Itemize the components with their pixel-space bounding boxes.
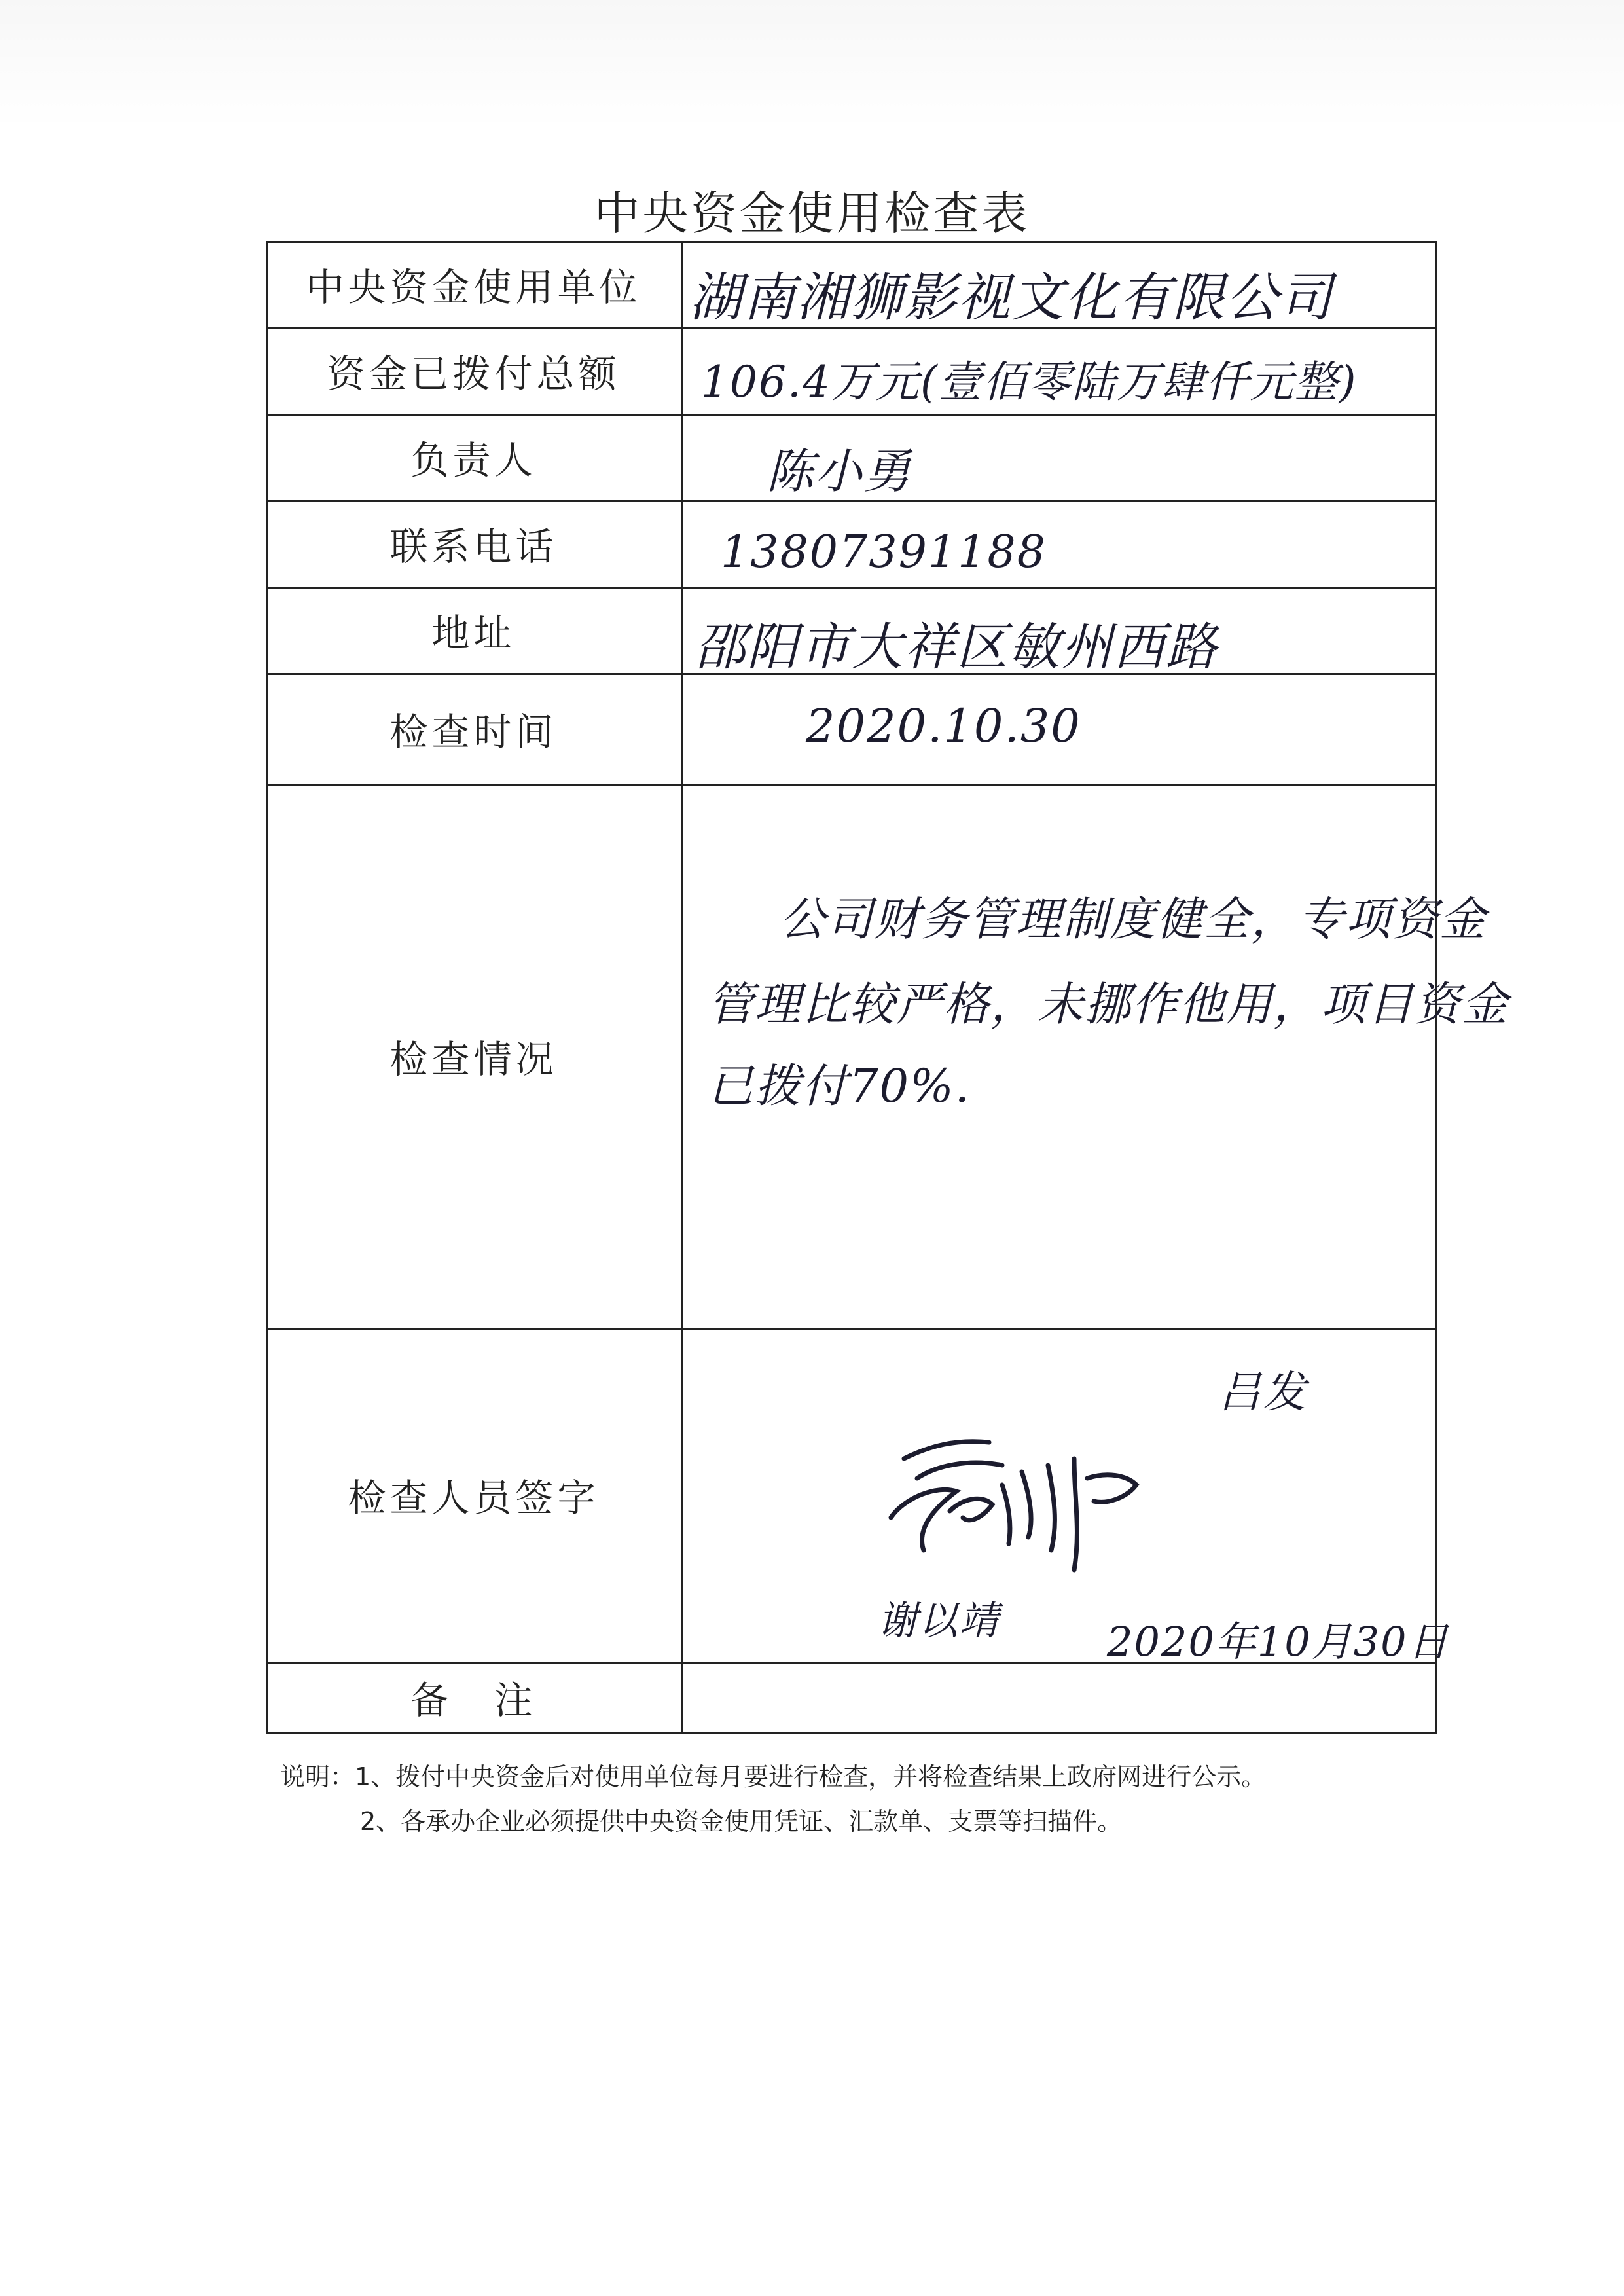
phone-label: 联系电话	[389, 524, 558, 569]
handwritten-signature	[878, 1419, 1179, 1590]
phone-value: 13807391188	[721, 526, 1047, 578]
scan-background	[0, 0, 1624, 131]
signature-value-cell	[681, 1328, 1450, 1666]
address-value: 邵阳市大祥区敏州西路	[695, 618, 1219, 677]
person-label: 负责人	[410, 438, 537, 483]
table-row-phone	[266, 500, 1437, 587]
inspection-date-value-cell	[681, 673, 1437, 784]
person-value-cell	[681, 414, 1437, 500]
unit-value-cell	[681, 241, 1437, 327]
remark-value	[681, 1662, 1437, 1732]
situation-value-cell	[681, 784, 1509, 1328]
amount-value: 106.4万元(壹佰零陆万肆仟元整)	[701, 357, 1358, 407]
inspection-form-table	[266, 241, 1509, 1734]
inspection-date-label: 检查时间	[389, 710, 558, 754]
situation-label: 检查情况	[389, 1037, 558, 1082]
notes-section	[280, 1755, 1458, 1844]
unit-value: 湖南湘狮影视文化有限公司	[689, 267, 1333, 328]
signature-date: 2020年10月30日	[1107, 1618, 1450, 1666]
person-value: 陈小勇	[767, 444, 912, 499]
page-title: 中央资金使用检查表	[594, 187, 1030, 240]
table-row-situation	[266, 784, 1509, 1328]
inspection-date-value: 2020.10.30	[806, 699, 1081, 753]
address-value-cell	[681, 587, 1437, 677]
table-row-unit	[266, 241, 1437, 327]
signature-name-primary: 谢以靖	[878, 1598, 1000, 1644]
amount-label: 资金已拨付总额	[327, 352, 621, 396]
amount-value-cell	[681, 327, 1437, 414]
situation-line: 管理比较严格，未挪作他用，项目资金	[708, 977, 1509, 1031]
table-row-address	[266, 587, 1437, 677]
table-row-person	[266, 414, 1437, 500]
address-label: 地址	[431, 611, 516, 655]
unit-label: 中央资金使用单位	[306, 265, 641, 310]
phone-value-cell	[681, 500, 1437, 587]
table-row-remark	[266, 1662, 1437, 1732]
signature-name-secondary: 吕发	[1218, 1367, 1307, 1417]
table-row-signature	[266, 1328, 1450, 1666]
signature-label: 检查人员签字	[348, 1476, 600, 1520]
note-line: 2、各承办企业必须提供中央资金使用凭证、汇款单、支票等扫描件。	[360, 1807, 1123, 1836]
remark-label: 备 注	[410, 1677, 537, 1722]
table-row-inspection-date	[266, 673, 1437, 784]
note-line: 说明：1、拨付中央资金后对使用单位每月要进行检查，并将检查结果上政府网进行公示。	[280, 1762, 1267, 1791]
situation-line: 已拨付70%.	[708, 1059, 971, 1113]
situation-line: 公司财务管理制度健全，专项资金	[780, 892, 1487, 946]
table-row-amount	[266, 327, 1437, 414]
table-border-bottom	[266, 1732, 1437, 1734]
